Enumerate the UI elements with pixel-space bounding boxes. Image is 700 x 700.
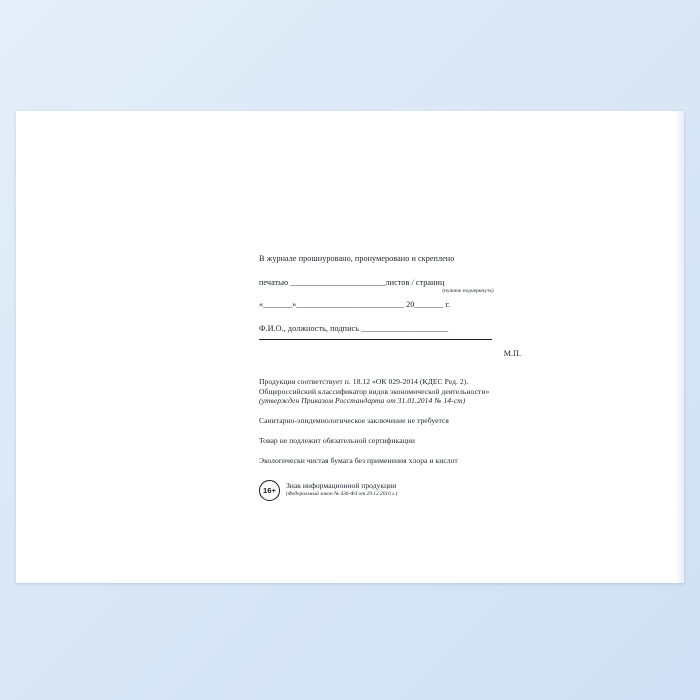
document-sheet bbox=[16, 111, 684, 583]
stamp-place-label: М.П. bbox=[503, 349, 521, 358]
journal-statement-block bbox=[259, 254, 559, 358]
eco-paper-line: Экологически чистая бумага без применения хлора и кислот bbox=[259, 455, 458, 465]
spacer bbox=[259, 426, 559, 436]
spacer bbox=[259, 446, 559, 456]
document-text-block bbox=[259, 254, 559, 501]
spacer bbox=[259, 406, 559, 416]
certification-line-1: Продукция соответствует п. 18.12 «ОК 029-2014 (КДЕС Ред. 2). bbox=[259, 377, 469, 386]
age-mark-row bbox=[259, 479, 559, 501]
mandatory-certification-line: Товар не подлежит обязательной сертификации bbox=[259, 435, 416, 445]
spacer bbox=[259, 265, 559, 278]
certification-line-2: Общероссийский классификатор видов экономической деятельности» bbox=[259, 386, 490, 396]
certification-block bbox=[259, 377, 559, 465]
journal-date-line: «_______»__________________________ 20_______ г. bbox=[259, 300, 451, 309]
sanitary-conclusion-line: Санитарно-эпидемиологическое заключение не требуется bbox=[259, 416, 449, 426]
journal-line-2-note: (нужное подчеркнуть) bbox=[442, 288, 494, 294]
certification-line-3: (утвержден Приказом Росстандарта от 31.01.2014 № 14-ст) bbox=[259, 396, 466, 406]
spacer bbox=[259, 311, 559, 324]
age-mark-note: (Федеральный закон № 436-ФЗ от 29.12.2010 г.) bbox=[286, 491, 398, 498]
journal-line-2: печатью _______________________листов / страниц bbox=[259, 277, 445, 287]
signature-underline bbox=[259, 339, 492, 340]
age-mark-title: Знак информационной продукции bbox=[286, 481, 397, 491]
journal-line-1: В журнале прошнуровано, пронумеровано и скреплено bbox=[259, 254, 455, 263]
journal-signature-line: Ф.И.О., должность, подпись _____________________ bbox=[259, 323, 449, 333]
age-mark-texts bbox=[286, 479, 397, 497]
age-rating-icon: 16+ bbox=[259, 480, 280, 501]
